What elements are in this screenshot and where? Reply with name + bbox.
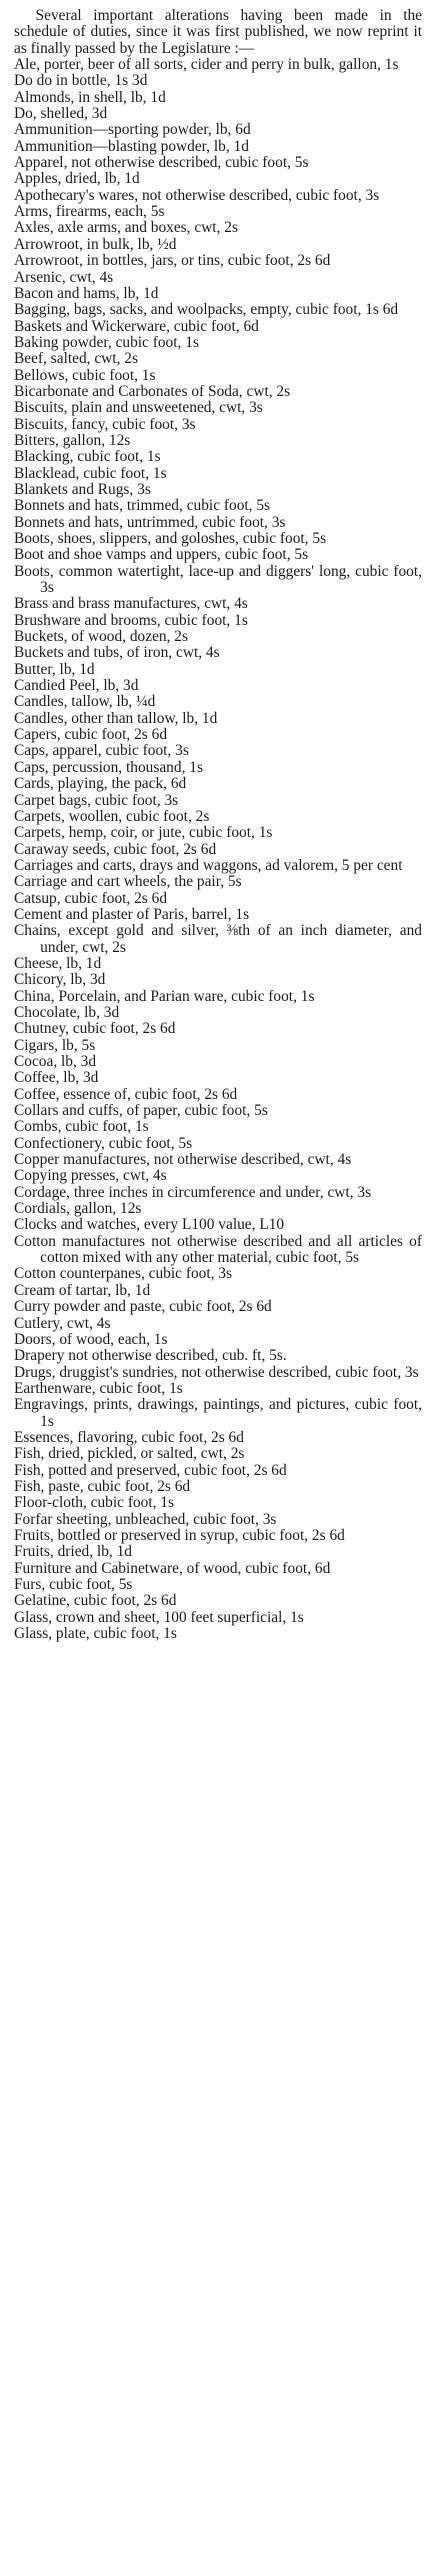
duty-entry: Bacon and hams, lb, 1d — [14, 284, 159, 302]
duty-entry: Chains, except gold and silver, ⅜th of an inch diameter, and under, cwt, 2s — [14, 922, 422, 956]
duty-entry: Collars and cuffs, of paper, cubic foot, 5s — [14, 1102, 268, 1120]
duty-entry: Arms, firearms, each, 5s — [14, 203, 165, 221]
duty-entry: Cordage, three inches in circumference and under, cwt, 3s — [14, 1183, 372, 1201]
duty-entry: Drugs, druggist's sundries, not otherwise described, cubic foot, 3s — [14, 1363, 419, 1381]
duty-entry: Cutlery, cwt, 4s — [14, 1314, 111, 1332]
duty-entry: Cream of tartar, lb, 1d — [14, 1281, 151, 1299]
duty-entry: Cotton counterpanes, cubic foot, 3s — [14, 1265, 232, 1283]
duty-entry: Catsup, cubic foot, 2s 6d — [14, 889, 168, 907]
duty-entry: Arsenic, cwt, 4s — [14, 268, 114, 286]
duty-entry: Fish, potted and preserved, cubic foot, 2s 6d — [14, 1461, 287, 1479]
duty-entry: Capers, cubic foot, 2s 6d — [14, 726, 168, 744]
duty-entry: Brushware and brooms, cubic foot, 1s — [14, 611, 248, 629]
intro-paragraph: Several important alterations having been made in the schedule of duties, since it was first published, we now reprint it as finally passed by the Legislature :— — [14, 7, 422, 57]
duty-entry: Engravings, prints, drawings, paintings, and pictures, cubic foot, 1s — [14, 1396, 422, 1430]
duty-entry: Bicarbonate and Carbonates of Soda, cwt, 2s — [14, 382, 291, 400]
duty-entry: Blankets and Rugs, 3s — [14, 480, 151, 498]
duty-entry: Cheese, lb, 1d — [14, 954, 102, 972]
duty-entry: Coffee, essence of, cubic foot, 2s 6d — [14, 1085, 238, 1103]
duty-entry: Chicory, lb, 3d — [14, 971, 106, 989]
duty-entry: Carriages and carts, drays and waggons, ad valorem, 5 per cent — [14, 856, 403, 874]
duty-entry: Bonnets and hats, trimmed, cubic foot, 5s — [14, 497, 271, 515]
duty-entry: Fish, dried, pickled, or salted, cwt, 2s — [14, 1445, 245, 1463]
duty-entry: Baskets and Wickerware, cubic foot, 6d — [14, 317, 259, 335]
duty-entry: Earthenware, cubic foot, 1s — [14, 1379, 183, 1397]
duty-entry: Caps, percussion, thousand, 1s — [14, 758, 203, 776]
duty-entry: Fruits, bottled or preserved in syrup, cubic foot, 2s 6d — [14, 1526, 345, 1544]
duty-entry: Cement and plaster of Paris, barrel, 1s — [14, 905, 250, 923]
duty-entry: Cordials, gallon, 12s — [14, 1200, 142, 1218]
duty-entry: Furs, cubic foot, 5s — [14, 1576, 133, 1593]
duty-entry: Essences, flavoring, cubic foot, 2s 6d — [14, 1428, 244, 1446]
duty-entry: Fish, paste, cubic foot, 2s 6d — [14, 1477, 191, 1495]
duty-schedule-list — [14, 57, 422, 1642]
duty-entry: Cigars, lb, 5s — [14, 1036, 96, 1054]
duty-entry: Glass, crown and sheet, 100 feet superficial, 1s — [14, 1608, 304, 1626]
duty-entry: Carriage and cart wheels, the pair, 5s — [14, 873, 242, 891]
duty-entry: Arrowroot, in bottles, jars, or tins, cubic foot, 2s 6d — [14, 252, 331, 270]
duty-entry: Apples, dried, lb, 1d — [14, 170, 140, 188]
duty-entry: Forfar sheeting, unbleached, cubic foot, 3s — [14, 1510, 277, 1528]
duty-entry: Candles, tallow, lb, ¼d — [14, 693, 156, 711]
duty-entry: Chutney, cubic foot, 2s 6d — [14, 1020, 176, 1038]
duty-entry: Copper manufactures, not otherwise described, cwt, 4s — [14, 1151, 352, 1169]
duty-entry: Apothecary's wares, not otherwise described, cubic foot, 3s — [14, 186, 380, 204]
duty-entry: Gelatine, cubic foot, 2s 6d — [14, 1592, 177, 1610]
duty-entry: Candied Peel, lb, 3d — [14, 677, 139, 695]
duty-entry: Carpets, woollen, cubic foot, 2s — [14, 807, 210, 825]
duty-entry: Coffee, lb, 3d — [14, 1069, 99, 1087]
duty-entry: Boots, shoes, slippers, and goloshes, cubic foot, 5s — [14, 530, 327, 547]
duty-entry: Arrowroot, in bulk, lb, ½d — [14, 235, 177, 253]
duty-entry: Chocolate, lb, 3d — [14, 1003, 120, 1021]
duty-entry: Bonnets and hats, untrimmed, cubic foot, 3s — [14, 513, 286, 531]
duty-entry: Do do in bottle, 1s 3d — [14, 72, 148, 90]
duty-entry: Cocoa, lb, 3d — [14, 1053, 97, 1070]
duty-entry: Ale, porter, beer of all sorts, cider and perry in bulk, gallon, 1s — [14, 56, 399, 74]
duty-entry: Fruits, dried, lb, 1d — [14, 1543, 132, 1561]
duty-entry: Combs, cubic foot, 1s — [14, 1118, 149, 1136]
duty-entry: Buckets and tubs, of iron, cwt, 4s — [14, 644, 220, 662]
duty-entry: Blacking, cubic foot, 1s — [14, 448, 161, 466]
duty-entry: Cards, playing, the pack, 6d — [14, 775, 187, 793]
duty-entry: Carpet bags, cubic foot, 3s — [14, 791, 179, 809]
duty-entry: Apparel, not otherwise described, cubic foot, 5s — [14, 154, 309, 172]
duty-entry: Glass, plate, cubic foot, 1s — [14, 1625, 177, 1643]
duty-entry: Caraway seeds, cubic foot, 2s 6d — [14, 840, 217, 858]
duty-entry: Do, shelled, 3d — [14, 105, 108, 123]
duty-entry: Buckets, of wood, dozen, 2s — [14, 628, 188, 646]
duty-entry: Cotton manufactures not otherwise described and all articles of cotton mixed with any other material, cubic foot, 5s — [14, 1232, 422, 1267]
duty-entry: Baking powder, cubic foot, 1s — [14, 333, 199, 351]
duty-entry: China, Porcelain, and Parian ware, cubic foot, 1s — [14, 987, 315, 1005]
duty-entry: Boots, common watertight, lace-up and diggers' long, cubic foot, 3s — [14, 562, 422, 597]
duty-entry: Brass and brass manufactures, cwt, 4s — [14, 595, 248, 613]
duty-entry: Copying presses, cwt, 4s — [14, 1167, 167, 1185]
duty-entry: Clocks and watches, every L100 value, L10 — [14, 1216, 285, 1234]
duty-entry: Drapery not otherwise described, cub. ft, 5s. — [14, 1347, 287, 1365]
duty-entry: Biscuits, fancy, cubic foot, 3s — [14, 415, 196, 433]
duty-entry: Axles, axle arms, and boxes, cwt, 2s — [14, 219, 238, 237]
duty-entry: Butter, lb, 1d — [14, 660, 95, 678]
duty-entry: Carpets, hemp, coir, or jute, cubic foot, 1s — [14, 824, 273, 842]
duty-entry: Furniture and Cabinetware, of wood, cubic foot, 6d — [14, 1559, 331, 1577]
duty-entry: Almonds, in shell, lb, 1d — [14, 88, 166, 106]
duty-entry: Ammunition—sporting powder, lb, 6d — [14, 121, 251, 139]
duty-entry: Bitters, gallon, 12s — [14, 431, 131, 449]
duty-entry: Biscuits, plain and unsweetened, cwt, 3s — [14, 399, 263, 417]
duty-entry: Caps, apparel, cubic foot, 3s — [14, 742, 189, 760]
duty-entry: Doors, of wood, each, 1s — [14, 1330, 168, 1348]
duty-entry: Ammunition—blasting powder, lb, 1d — [14, 137, 249, 155]
duty-entry: Boot and shoe vamps and uppers, cubic foot, 5s — [14, 546, 309, 564]
duty-entry: Floor-cloth, cubic foot, 1s — [14, 1494, 174, 1512]
duty-entry: Curry powder and paste, cubic foot, 2s 6d — [14, 1298, 272, 1316]
duty-entry: Confectionery, cubic foot, 5s — [14, 1134, 193, 1152]
duty-entry: Bagging, bags, sacks, and woolpacks, empty, cubic foot, 1s 6d — [14, 301, 399, 319]
duty-entry: Blacklead, cubic foot, 1s — [14, 464, 167, 482]
duty-entry: Candles, other than tallow, lb, 1d — [14, 709, 218, 727]
duty-entry: Beef, salted, cwt, 2s — [14, 350, 138, 368]
duty-entry: Bellows, cubic foot, 1s — [14, 366, 156, 384]
